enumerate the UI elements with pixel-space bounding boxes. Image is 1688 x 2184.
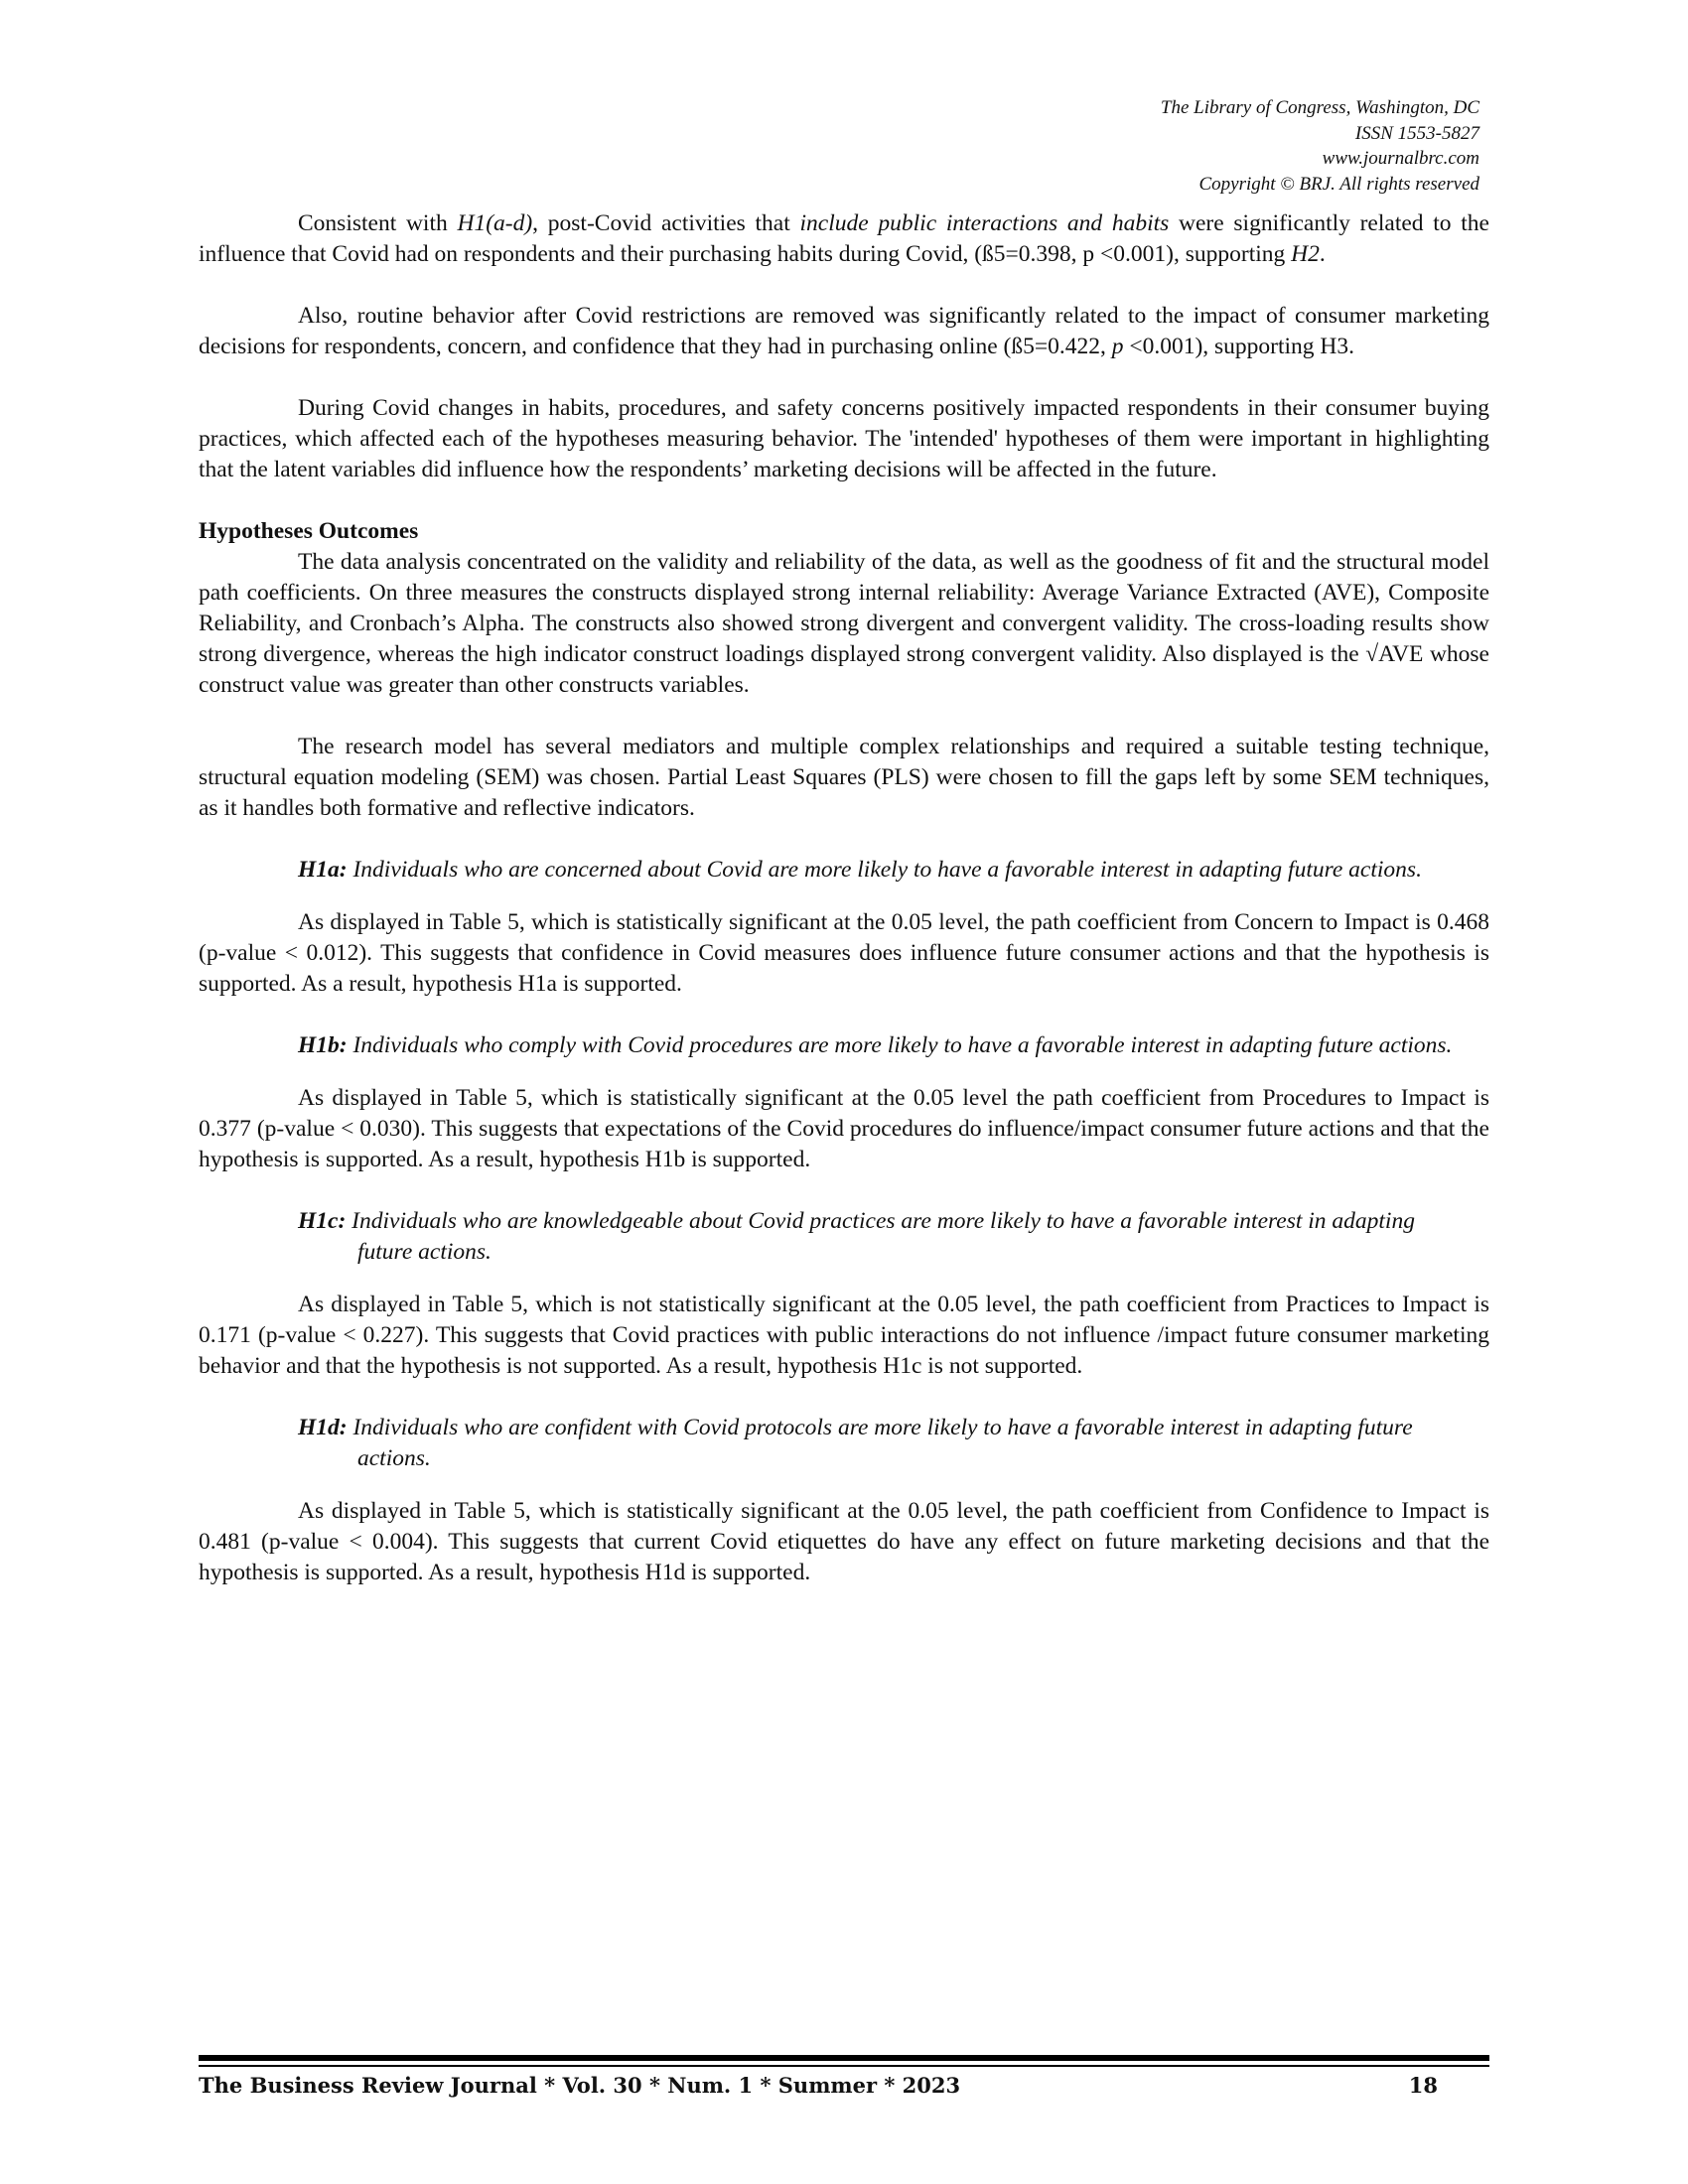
paragraph-data-analysis: The data analysis concentrated on the validity and reliability of the data, as well as the goodness of fit and the structural model path coefficients. On three measures the constructs displayed strong internal reliability: Average Variance Extracted (AVE), Composite Reliability, and Cronbach’s Alpha. The constructs also showed strong divergent and convergent validity. The cross-loading results show strong divergence, whereas the high indicator construct loadings displayed strong convergent validity. Also displayed is the √AVE whose construct value was greater than other constructs variables. [199, 549, 1489, 698]
footer-journal: The Business Review Journal * Vol. 30 * Num. 1 * Summer * 2023 [199, 2073, 961, 2098]
hypothesis-h1b: H1b: Individuals who comply with Covid procedures are more likely to have a favorable interest in adapting future actions. [298, 1032, 1453, 1058]
article-body [199, 208, 1489, 1588]
hypothesis-h1c-result: As displayed in Table 5, which is not statistically significant at the 0.05 level, the path coefficient from Practices to Impact is 0.171 (p-value < 0.227). This suggests that Covid practices with public interactions do not influence /impact future consumer marketing behavior and that the hypothesis is not supported. As a result, hypothesis H1c is not supported. [199, 1292, 1489, 1379]
paragraph-h3-support: Also, routine behavior after Covid restrictions are removed was significantly related to the impact of consumer marketing decisions for respondents, concern, and confidence that they had in purchasing online (ß5=0.422, p <0.001), supporting H3. [199, 303, 1489, 359]
page-number: 18 [1408, 2073, 1438, 2098]
hypothesis-h1d-result: As displayed in Table 5, which is statistically significant at the 0.05 level, the path coefficient from Confidence to Impact is 0.481 (p-value < 0.004). This suggests that current Covid etiquettes do have any effect on future marketing decisions and that the hypothesis is supported. As a result, hypothesis H1d is supported. [199, 1498, 1489, 1585]
hypothesis-h1a-result: As displayed in Table 5, which is statistically significant at the 0.05 level, the path coefficient from Concern to Impact is 0.468 (p-value < 0.012). This suggests that confidence in Covid measures does influence future consumer actions and that the hypothesis is supported. As a result, hypothesis H1a is supported. [199, 909, 1489, 997]
header-copyright: Copyright © BRJ. All rights reserved [1198, 173, 1479, 195]
paragraph-h2-support: Consistent with H1(a-d), post-Covid activities that include public interactions and habits were significantly related to the influence that Covid had on respondents and their purchasing habits during Covid, (ß5=0.398, p <0.001), supporting H2. [199, 210, 1489, 267]
footer-rule-thick [199, 2055, 1489, 2061]
running-header [1161, 95, 1479, 197]
paragraph-research-model: The research model has several mediators and multiple complex relationships and required a suitable testing technique, structural equation modeling (SEM) was chosen. Partial Least Squares (PLS) were chosen to fill the gaps left by some SEM techniques, as it handles both formative and reflective indicators. [199, 734, 1489, 821]
footer-rule-thin [199, 2065, 1489, 2067]
hypothesis-h1b-result: As displayed in Table 5, which is statistically significant at the 0.05 level the path coefficient from Procedures to Impact is 0.377 (p-value < 0.030). This suggests that expectations of the Covid procedures do influence/impact consumer future actions and that the hypothesis is supported. As a result, hypothesis H1b is supported. [199, 1085, 1489, 1172]
header-website: www.journalbrc.com [1322, 148, 1479, 169]
section-heading: Hypotheses Outcomes [199, 518, 419, 544]
hypothesis-h1d: H1d: Individuals who are confident with Covid protocols are more likely to have a favorable interest in adapting future actions. [298, 1415, 1413, 1471]
paragraph-covid-changes: During Covid changes in habits, procedures, and safety concerns positively impacted respondents in their consumer buying practices, which affected each of the hypotheses measuring behavior. The 'intended' hypotheses of them were important in highlighting that the latent variables did influence how the respondents’ marketing decisions will be affected in the future. [199, 395, 1489, 482]
hypothesis-h1a: H1a: Individuals who are concerned about Covid are more likely to have a favorable interest in adapting future actions. [298, 857, 1422, 883]
hypothesis-h1c: H1c: Individuals who are knowledgeable about Covid practices are more likely to have a favorable interest in adapting future actions. [298, 1208, 1415, 1265]
header-library: The Library of Congress, Washington, DC [1160, 97, 1479, 118]
header-issn: ISSN 1553-5827 [1354, 122, 1479, 144]
